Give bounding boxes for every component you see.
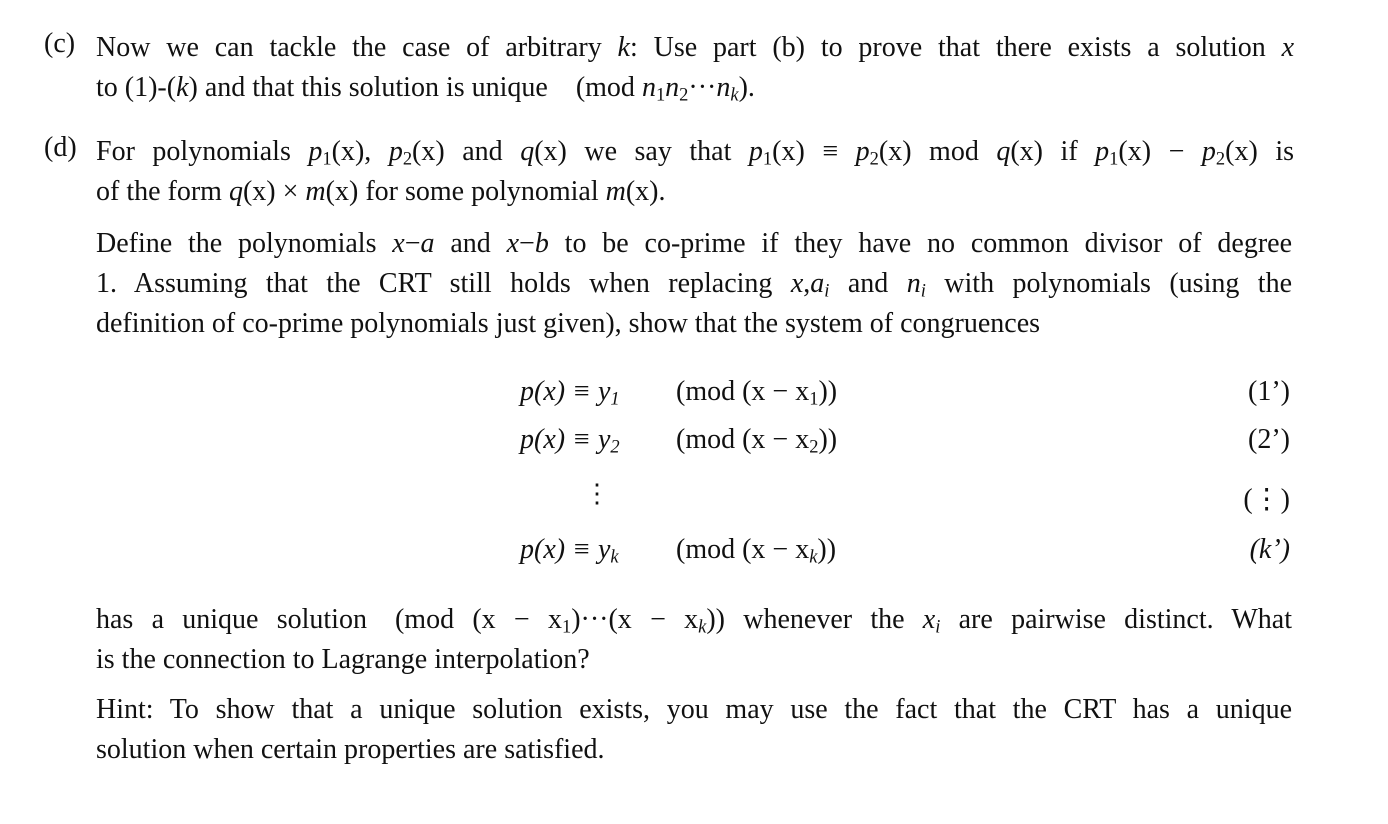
part-c-line-2: to (1)-(k) and that this solution is unique (mod $n_1n_2\cdot\cdot\cdot n_k$). bbox=[96, 72, 755, 105]
equation-1 bbox=[0, 372, 1388, 412]
equation-modulus: (mod $(x - x_2)$) bbox=[676, 424, 838, 457]
equation-number: (1’) bbox=[1248, 376, 1290, 407]
equation-modulus: (mod $(x - x_1)$) bbox=[676, 376, 838, 409]
equation-number: (2’) bbox=[1248, 424, 1290, 455]
unique-line-1: has a unique solution (mod $(x - x_1)\cdot\cdot\cdot(x - x_k)$) whenever the $x_i$ are pairwise distinct. What bbox=[96, 604, 1293, 637]
equation-lhs: $p(x) \equiv y_2$ bbox=[520, 424, 620, 457]
part-c-line-1: Now we can tackle the case of arbitrary k: Use part (b) to prove that there exists a solution x bbox=[96, 32, 1294, 63]
part-d-line-2: of the form q(x) × m(x) for some polynomial m(x). bbox=[96, 176, 666, 207]
define-line-3: definition of co-prime polynomials just given), show that the system of congruences bbox=[96, 308, 1041, 339]
unique-paragraph bbox=[96, 600, 1292, 680]
equation-ellipsis-row bbox=[0, 480, 1388, 520]
define-paragraph bbox=[96, 224, 1292, 344]
vertical-ellipsis: ⋮ bbox=[584, 479, 610, 508]
hint-line-1: Hint: To show that a unique solution exists, you may use the fact that the CRT has a unique bbox=[96, 694, 1292, 725]
part-d-line-1: For polynomials $p_1(x)$, $p_2(x)$ and q(x) we say that $p_1(x) \equiv p_2(x)$ mod q(x) if $p_1(x) - p_2(x)$ is bbox=[96, 136, 1294, 169]
define-line-1: Define the polynomials x−a and x−b to be co-prime if they have no common divisor of degree bbox=[96, 228, 1292, 259]
equation-number: (k’) bbox=[1249, 534, 1290, 565]
equation-k bbox=[0, 530, 1388, 570]
part-c-label: (c) bbox=[44, 28, 76, 59]
equation-modulus: (mod $(x - x_k)$) bbox=[676, 534, 837, 567]
equation-number: (⋮) bbox=[1243, 484, 1290, 515]
define-line-2: 1. Assuming that the CRT still holds when replacing $x,a_i$ and $n_i$ with polynomials (using the bbox=[96, 268, 1292, 301]
hint-paragraph bbox=[96, 690, 1292, 770]
unique-line-2: is the connection to Lagrange interpolation? bbox=[96, 644, 590, 675]
part-c bbox=[44, 28, 1294, 108]
part-d bbox=[44, 132, 1294, 212]
equation-lhs: $p(x) \equiv y_1$ bbox=[520, 376, 620, 409]
equation-lhs: $p(x) \equiv y_k$ bbox=[520, 534, 619, 567]
equation-2 bbox=[0, 420, 1388, 460]
hint-line-2: solution when certain properties are satisfied. bbox=[96, 734, 605, 765]
part-d-label: (d) bbox=[44, 132, 77, 163]
